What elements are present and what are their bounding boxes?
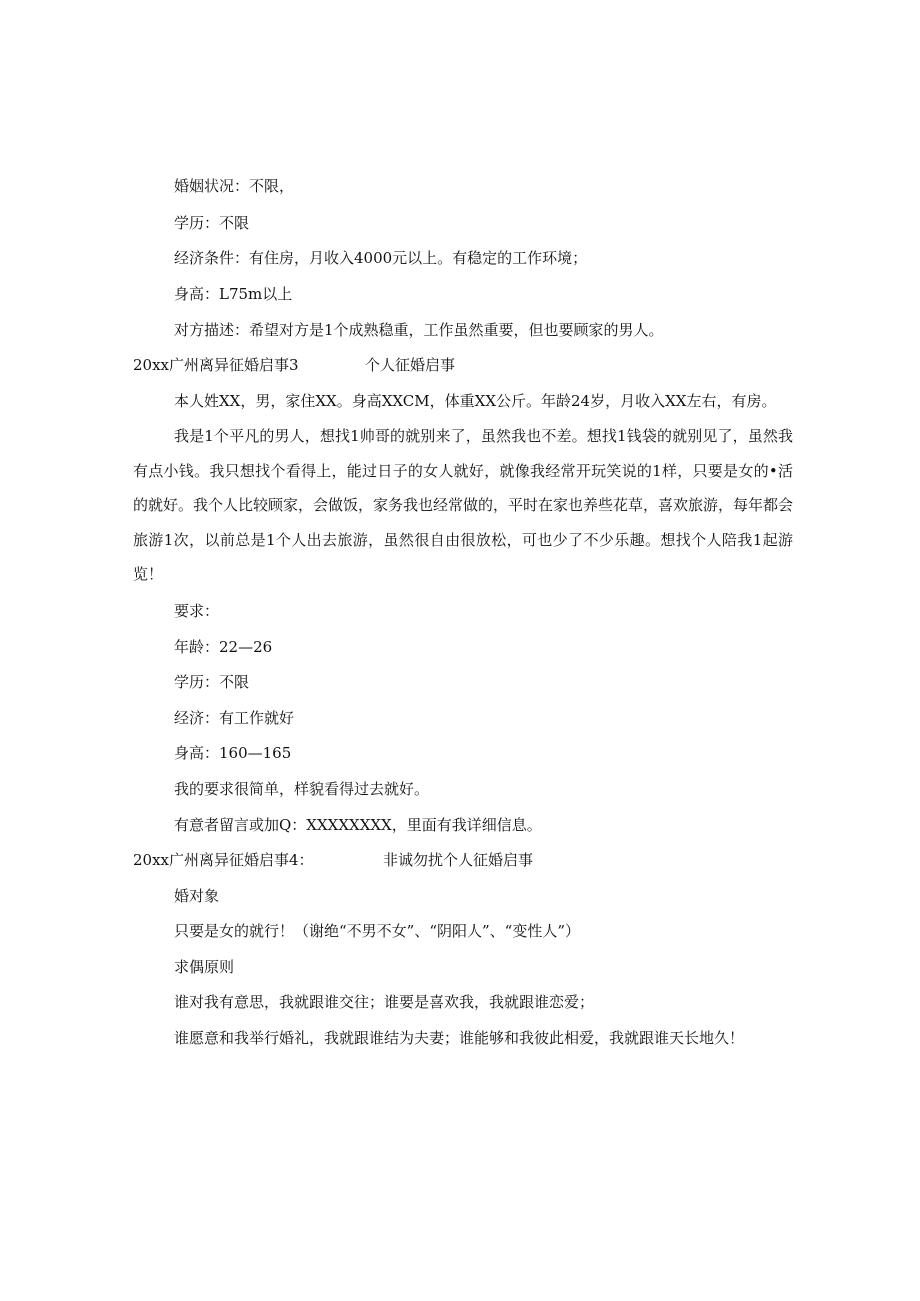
principle-line-1: 谁对我有意思，我就跟谁交往；谁要是喜欢我，我就跟谁恋爱； — [174, 993, 595, 1011]
partner-description: 对方描述：希望对方是1个成熟稳重，工作虽然重要，但也要顾家的男人。 — [174, 321, 664, 339]
target-label: 婚对象 — [174, 887, 220, 905]
contact-info: 有意者留言或加Q：XXXXXXXX，里面有我详细信息。 — [174, 816, 542, 834]
section4-heading-title: 20xx广州离异征婚启事4： — [133, 851, 314, 869]
section4-heading-subtitle: 非诚勿扰个人征婚启事 — [383, 851, 534, 869]
education-requirement-2: 学历：不限 — [174, 673, 250, 691]
section3-heading-title: 20xx广州离异征婚启事3 — [133, 356, 299, 374]
requirements-label: 要求： — [174, 602, 220, 620]
section3-heading-subtitle: 个人征婚启事 — [365, 356, 456, 374]
economic-condition: 经济条件：有住房，月收入4000元以上。有稳定的工作环境； — [174, 249, 588, 267]
simple-requirement: 我的要求很简单，样貌看得过去就好。 — [174, 780, 430, 798]
principle-line-2: 谁愿意和我举行婚礼，我就跟谁结为夫妻；谁能够和我彼此相爱，我就跟谁天长地久！ — [174, 1029, 745, 1047]
education-requirement: 学历：不限 — [174, 214, 250, 232]
self-description-paragraph: 我是1个平凡的男人，想找1帅哥的就别来了，虽然我也不差。想找1钱袋的就别见了，虽然我有点小钱。我只想找个看得上，能过日子的女人就好，就像我经常开玩笑说的1样，只要是女的•活的就好。我个人比较顾家，会做饭，家务我也经常做的，平时在家也养些花草，喜欢旅游，每年都会旅游1次，以前总是1个人出去旅游，虽然很自由很放松，可也少了不少乐趣。想找个人陪我1起游览！ — [133, 427, 794, 583]
marital-status: 婚姻状况：不限， — [174, 177, 295, 195]
section4-heading — [133, 850, 533, 870]
principles-label: 求偶原则 — [174, 958, 235, 976]
target-description: 只要是女的就行！（谢绝“不男不女”、“阴阳人”、“变性人”） — [174, 922, 581, 940]
height-requirement-2: 身高：160—165 — [174, 744, 292, 762]
age-requirement: 年龄：22—26 — [174, 638, 273, 656]
self-intro: 本人姓XX，男，家住XX。身高XXCM，体重XX公斤。年龄24岁，月收入XX左右，有房。 — [174, 392, 777, 410]
economy-requirement: 经济：有工作就好 — [174, 709, 295, 727]
height-requirement: 身高：L75m以上 — [174, 285, 293, 303]
section3-heading — [133, 355, 455, 375]
